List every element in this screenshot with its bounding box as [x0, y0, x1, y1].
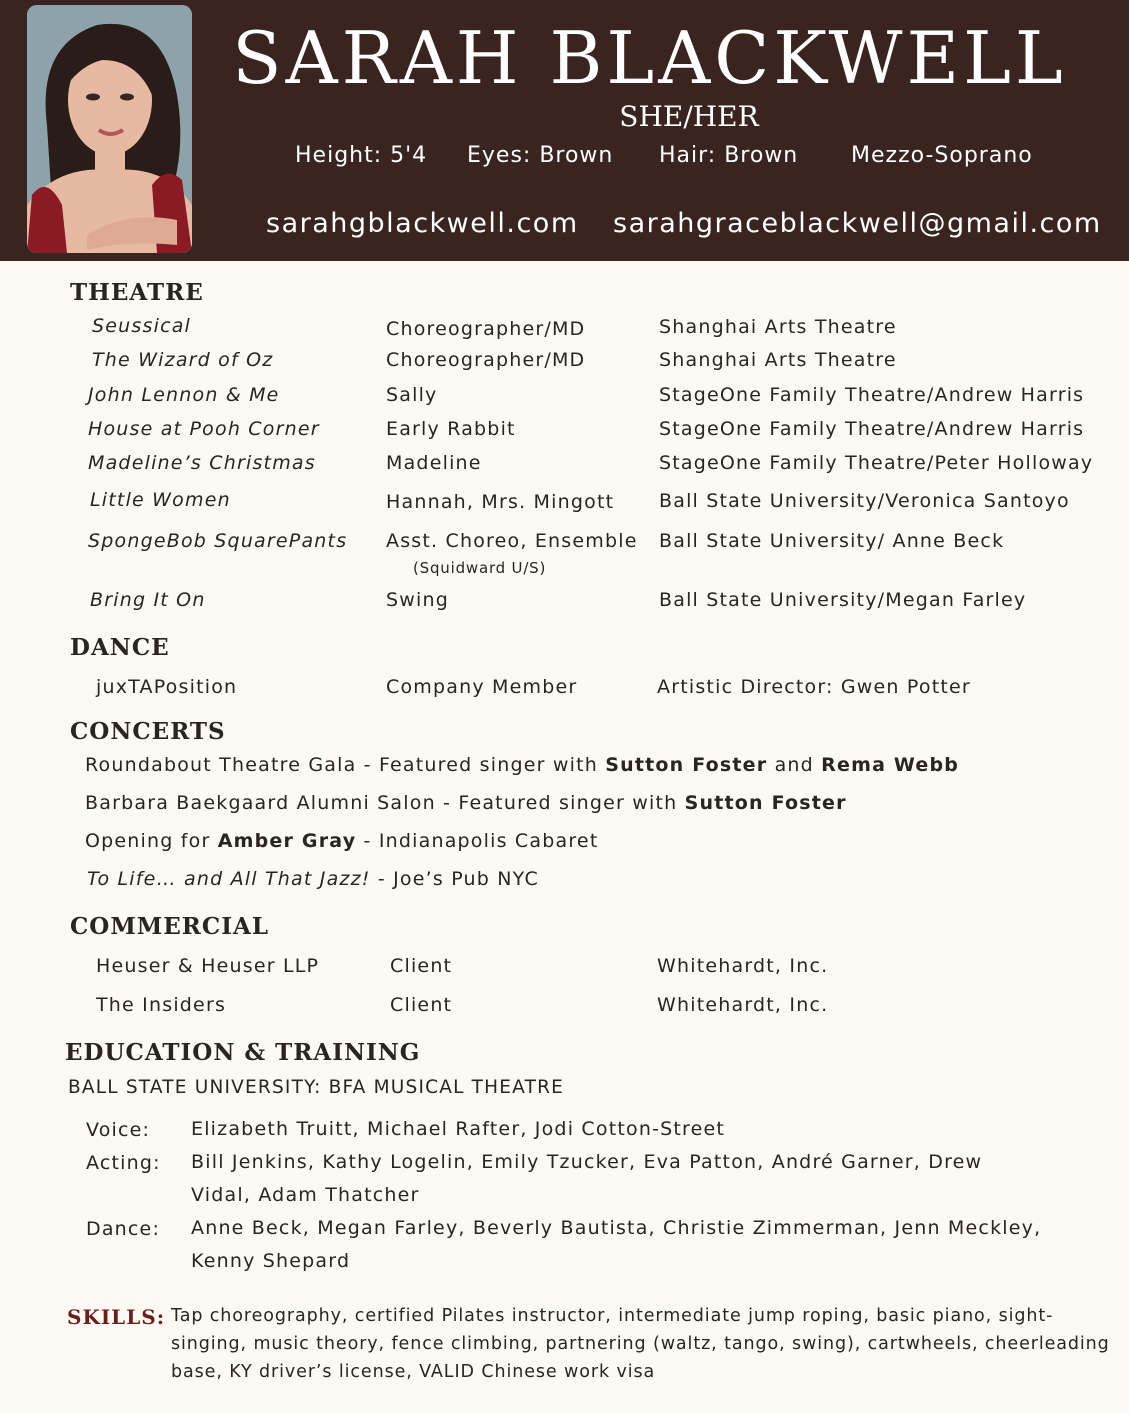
education-heading: EDUCATION & TRAINING	[65, 1039, 421, 1066]
role: Choreographer/MD	[386, 318, 586, 340]
concert-item: To Life… and All That Jazz! - Joe’s Pub NYC	[87, 868, 539, 890]
show-title: John Lennon & Me	[88, 384, 280, 406]
venue: StageOne Family Theatre/Andrew Harris	[659, 418, 1085, 440]
role: Madeline	[386, 452, 482, 474]
director: Artistic Director: Gwen Potter	[657, 676, 971, 698]
acting-label: Acting:	[86, 1152, 161, 1174]
commercial-name: Heuser & Heuser LLP	[96, 955, 320, 977]
table-row	[0, 489, 1129, 523]
dance-teachers: Anne Beck, Megan Farley, Beverly Bautista, Christie Zimmerman, Jenn Meckley, Kenny Shepard	[191, 1217, 1042, 1272]
email-link[interactable]: sarahgraceblackwell@gmail.com	[613, 208, 1102, 239]
show-title: The Wizard of Oz	[92, 349, 274, 371]
full-name: SARAH BLACKWELL	[232, 16, 1067, 100]
table-row	[0, 955, 1129, 989]
show-title: House at Pooh Corner	[88, 418, 320, 440]
eyes-stat: Eyes: Brown	[467, 143, 614, 168]
commercial-name: The Insiders	[96, 994, 227, 1016]
table-row	[0, 384, 1129, 418]
role: Choreographer/MD	[386, 349, 586, 371]
show-title: Bring It On	[90, 589, 206, 611]
voice-teachers: Elizabeth Truitt, Michael Rafter, Jodi Cotton-Street	[191, 1118, 726, 1140]
venue: Ball State University/Megan Farley	[659, 589, 1027, 611]
resume-header	[0, 0, 1129, 261]
voice-type-stat: Mezzo-Soprano	[851, 143, 1033, 168]
skills-heading: SKILLS:	[67, 1305, 166, 1329]
concert-item: Opening for Amber Gray - Indianapolis Cabaret	[85, 830, 599, 852]
role-note: (Squidward U/S)	[413, 559, 547, 577]
role: Asst. Choreo, Ensemble	[386, 530, 638, 552]
school-degree: BALL STATE UNIVERSITY: BFA MUSICAL THEATRE	[68, 1077, 565, 1098]
role: Client	[390, 994, 453, 1016]
venue: StageOne Family Theatre/Peter Holloway	[659, 452, 1094, 474]
dance-label: Dance:	[86, 1218, 161, 1240]
venue: Shanghai Arts Theatre	[659, 316, 897, 338]
role: Early Rabbit	[386, 418, 516, 440]
skills-list: Tap choreography, certified Pilates instructor, intermediate jump roping, basic piano, sight-singing, music theory, fence climbing, partnering (waltz, tango, swing), cartwheels, cheerleading base, KY driver’s license, VALID Chinese work visa	[171, 1306, 1110, 1382]
table-row	[0, 676, 1129, 710]
table-row	[0, 418, 1129, 452]
website-link[interactable]: sarahgblackwell.com	[266, 208, 579, 239]
role: Client	[390, 955, 453, 977]
pronouns: SHE/HER	[619, 100, 759, 133]
agency: Whitehardt, Inc.	[657, 994, 829, 1016]
acting-teachers: Bill Jenkins, Kathy Logelin, Emily Tzucker, Eva Patton, André Garner, Drew Vidal, Adam Thatcher	[191, 1151, 983, 1206]
company-name: juxTAPosition	[96, 676, 238, 698]
table-row	[0, 589, 1129, 623]
table-row	[0, 530, 1129, 564]
commercial-heading: COMMERCIAL	[70, 913, 269, 940]
venue: Shanghai Arts Theatre	[659, 349, 897, 371]
table-row	[0, 315, 1129, 349]
height-stat: Height: 5'4	[295, 143, 428, 168]
table-row	[0, 994, 1129, 1028]
concert-item: Barbara Baekgaard Alumni Salon - Featured singer with Sutton Foster	[85, 792, 847, 814]
dance-heading: DANCE	[70, 634, 170, 661]
table-row	[0, 452, 1129, 486]
venue: Ball State University/Veronica Santoyo	[659, 490, 1070, 512]
voice-label: Voice:	[86, 1119, 151, 1141]
agency: Whitehardt, Inc.	[657, 955, 829, 977]
show-title: Seussical	[92, 315, 192, 337]
role: Swing	[386, 589, 449, 611]
venue: Ball State University/ Anne Beck	[659, 530, 1005, 552]
show-title: Little Women	[90, 489, 231, 511]
concerts-heading: CONCERTS	[70, 718, 226, 745]
hair-stat: Hair: Brown	[659, 143, 799, 168]
role: Sally	[386, 384, 438, 406]
venue: StageOne Family Theatre/Andrew Harris	[659, 384, 1085, 406]
table-row	[0, 349, 1129, 383]
theatre-heading: THEATRE	[70, 279, 204, 306]
show-title: Madeline’s Christmas	[88, 452, 316, 474]
concert-item: Roundabout Theatre Gala - Featured singer with Sutton Foster and Rema Webb	[85, 754, 960, 776]
role: Hannah, Mrs. Mingott	[386, 491, 615, 513]
role: Company Member	[386, 676, 578, 698]
show-title: SpongeBob SquarePants	[88, 530, 348, 552]
